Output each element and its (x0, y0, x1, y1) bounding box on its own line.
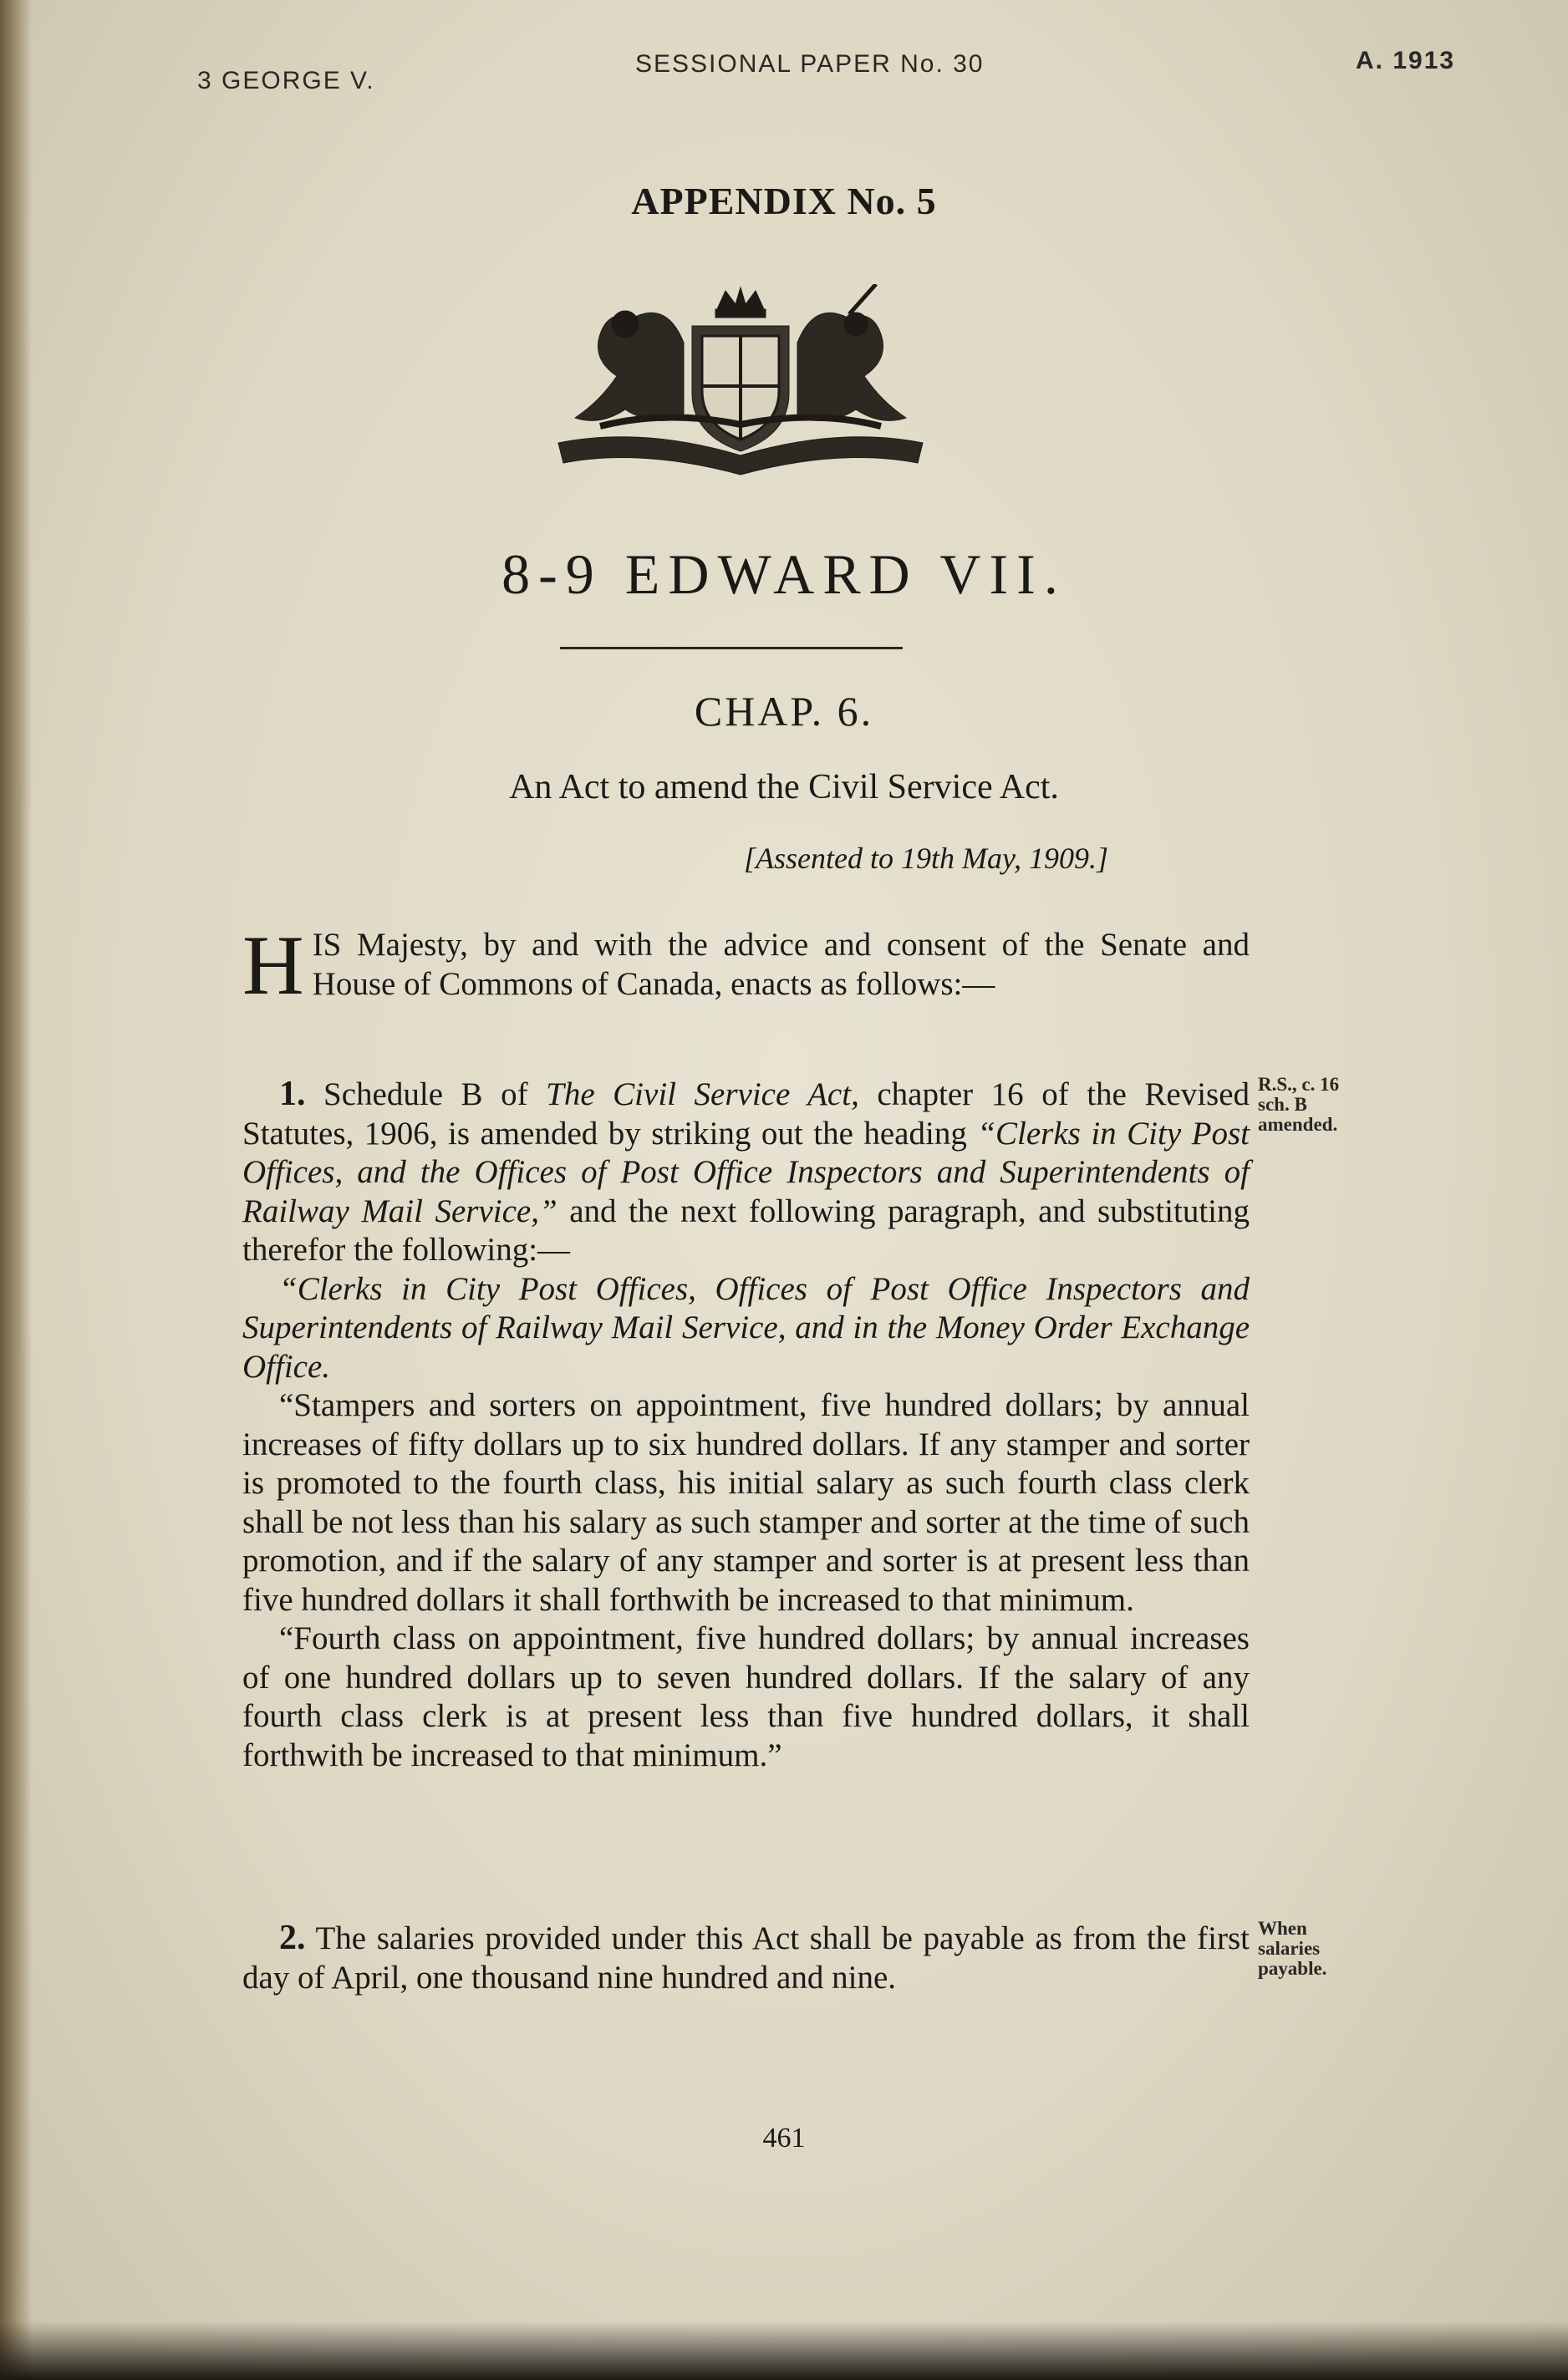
section-1 (242, 1075, 1250, 1775)
section-1-lead: Schedule B of (323, 1076, 528, 1112)
marginal-note-line: sch. B (1258, 1094, 1307, 1115)
act-name: The Civil Service Act, (546, 1076, 859, 1112)
royal-coat-of-arms-emblem (542, 284, 939, 476)
marginal-note-section-1 (1258, 1075, 1339, 1135)
page-number: 461 (762, 2123, 806, 2154)
quoted-heading: “Clerks in City Post Offices, and the Offices of Post Office Inspectors and Superintendents of Railway Mail Service,” (242, 1115, 1250, 1229)
enacting-clause-text: IS Majesty, by and with the advice and consent of the Senate and House of Commons of Canada, enacts as follows:— (312, 927, 1250, 1002)
enacting-clause (242, 918, 1250, 1013)
appendix-title: APPENDIX No. 5 (631, 180, 937, 222)
drop-cap: H (242, 918, 304, 1013)
fourth-class-paragraph: “Fourth class on appointment, five hundred dollars; by annual increases of one hundred dollars up to seven hundred dollars. If the salary of any fourth class clerk is at present less than five hundred dollars, it shall forthwith be increased to that minimum.” (242, 1620, 1250, 1773)
running-header-left: 3 GEORGE V. (197, 67, 375, 94)
section-number: 2. (279, 1919, 306, 1957)
running-header-right: A. 1913 (1356, 47, 1456, 74)
marginal-note-line: When (1258, 1918, 1307, 1939)
marginal-note-section-2 (1258, 1919, 1326, 1979)
marginal-note-line: R.S., c. 16 (1258, 1074, 1340, 1095)
marginal-note-line: payable. (1258, 1958, 1327, 1979)
bottom-edge-shadow (0, 2322, 1568, 2380)
assent-date: [Assented to 19th May, 1909.] (744, 842, 1108, 875)
section-2 (242, 1919, 1250, 1997)
section-number: 1. (279, 1075, 306, 1113)
running-header-center: SESSIONAL PAPER No. 30 (635, 50, 985, 78)
reign-heading: 8-9 EDWARD VII. (501, 542, 1067, 606)
section-1-text: chapter 16 of the Revised Statutes, 1906, is amended by striking out the heading (242, 1076, 1250, 1152)
marginal-note-line: amended. (1258, 1114, 1338, 1135)
new-heading: “Clerks in City Post Offices, Offices of Post Office Inspectors and Superintendents of Railway Mail Service, and in the Money Order Exchange Office. (242, 1270, 1250, 1385)
page-binding-shadow (0, 0, 32, 2380)
stampers-paragraph: “Stampers and sorters on appointment, five hundred dollars; by annual increases of fifty dollars up to six hundred dollars. If any stamper and sorter is promoted to the fourth class, his initial salary as such fourth class clerk shall be not less than his salary as such stamper and sorter at the time of such promotion, and if the salary of any stamper and sorter is at present less than five hundred dollars it shall forthwith be increased to that minimum. (242, 1387, 1250, 1618)
section-1-text-continued: and the next following paragraph, and substituting therefor the following:— (242, 1193, 1250, 1268)
marginal-note-line: salaries (1258, 1938, 1321, 1959)
section-2-text: The salaries provided under this Act shall be payable as from the first day of April, one thousand nine hundred and nine. (242, 1920, 1250, 1996)
act-title: An Act to amend the Civil Service Act. (509, 768, 1059, 806)
chapter-heading: CHAP. 6. (694, 688, 874, 735)
divider-rule (560, 647, 903, 649)
